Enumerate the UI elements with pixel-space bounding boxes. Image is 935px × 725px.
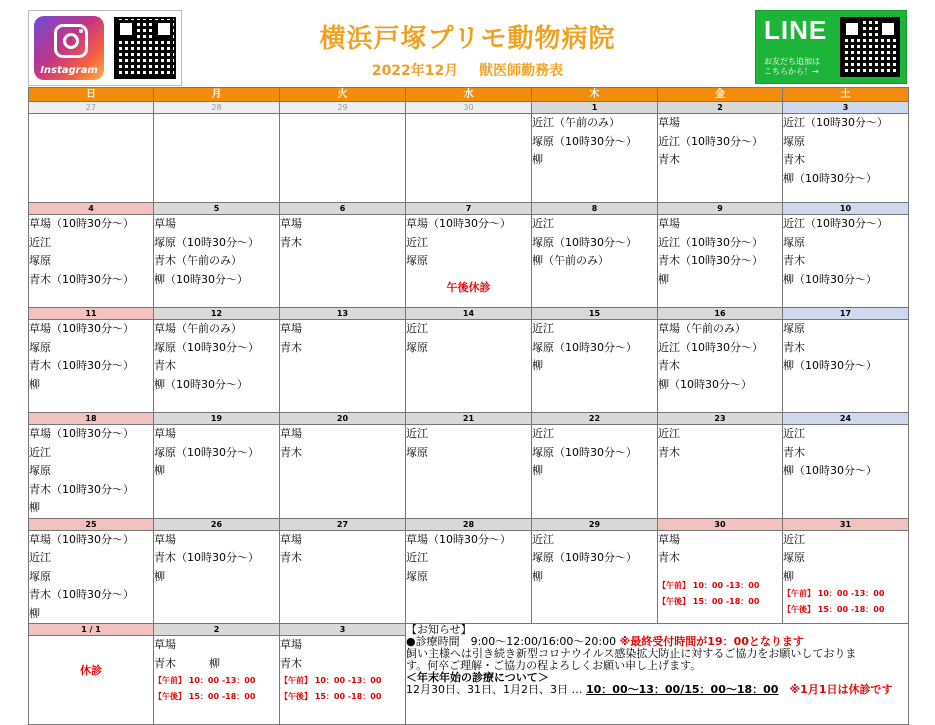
staff-entry: 青木 柳 <box>154 656 220 670</box>
weekday-mon: 月 <box>154 88 280 102</box>
staff-entry: 青木（10時30分～） <box>29 482 134 496</box>
notice-heading: 【お知らせ】 <box>406 623 472 636</box>
staff-entry: 近江 <box>532 427 554 440</box>
staff-entry: 草場 <box>280 532 302 546</box>
notice-hours-text: ●診療時間 9:00～12:00/16:00～20:00 <box>406 635 620 648</box>
hours-pm: 【午後】 15：00 -18：00 <box>280 692 382 701</box>
staff-entry: 柳（10時30分～） <box>154 272 248 286</box>
day-cell <box>783 215 909 308</box>
staff-entry: 草場 <box>280 217 302 230</box>
staff-entry: 近江 <box>532 532 554 546</box>
day-number: 2 <box>658 102 783 114</box>
staff-entry: 青木 <box>783 153 805 166</box>
staff-entry: 草場 <box>154 427 176 440</box>
day-number: 14 <box>406 308 532 320</box>
day-number: 19 <box>154 413 280 425</box>
staff-row <box>29 320 909 413</box>
day-cell <box>280 114 406 203</box>
day-number: 8 <box>532 203 658 215</box>
closed-label: 休診 <box>80 664 102 677</box>
day-number: 1 <box>532 102 658 114</box>
staff-entry: 近江 <box>783 532 805 546</box>
day-number: 22 <box>532 413 658 425</box>
day-number: 28 <box>406 518 532 530</box>
staff-entry: 近江（10時30分～） <box>783 116 888 129</box>
notice-body-1: 飼い主様へは引き続き新型コロナウイルス感染拡大防止に対するご協力をお願いしておりま <box>406 647 857 660</box>
day-cell <box>658 215 783 308</box>
day-cell <box>783 425 909 519</box>
hours-pm: 【午後】 15：00 -18：00 <box>783 605 885 614</box>
weekday-wed: 水 <box>406 88 532 102</box>
day-cell <box>280 320 406 413</box>
staff-entry: 近江 <box>658 427 680 440</box>
day-cell <box>783 320 909 413</box>
staff-entry: 柳 <box>532 569 543 583</box>
staff-entry: 塚原 <box>29 340 51 354</box>
day-cell <box>29 320 154 413</box>
staff-entry: 近江（午前のみ） <box>532 116 620 129</box>
day-cell <box>532 425 658 519</box>
instagram-icon <box>34 16 104 80</box>
yearend-dates: 12月30日、31日、1月2日、3日 … <box>406 683 586 696</box>
staff-entry: 草場（午前のみ） <box>658 322 746 335</box>
yearend-line <box>406 684 908 696</box>
staff-entry: 草場（10時30分～） <box>29 532 134 546</box>
staff-entry: 青木（10時30分～） <box>29 588 134 601</box>
notice-body-2: す。何卒ご理解・ご協力の程よろしくお願い申し上げます。 <box>406 659 702 672</box>
staff-entry: 草場（10時30分～） <box>29 427 134 440</box>
day-number: 20 <box>280 413 406 425</box>
staff-entry: 近江 <box>532 217 554 230</box>
page-title: 横浜戸塚プリモ動物病院 <box>319 24 616 54</box>
staff-entry: 草場 <box>154 532 176 546</box>
staff-entry: 塚原 <box>29 569 51 583</box>
day-number: 3 <box>783 102 909 114</box>
staff-entry: 柳 <box>154 464 165 477</box>
day-number: 7 <box>406 203 532 215</box>
day-cell <box>29 114 154 203</box>
staff-entry: 塚原（10時30分～） <box>154 235 259 249</box>
staff-entry: 草場 <box>280 322 302 335</box>
staff-entry: 塚原 <box>29 464 51 477</box>
staff-row <box>29 215 909 308</box>
staff-entry: 青木 <box>280 551 302 564</box>
day-cell <box>532 215 658 308</box>
yearend-hours: 10：00～13：00/15：00～18：00 <box>585 683 779 696</box>
line-sub-text-1: お友だち追加は <box>764 57 820 66</box>
day-cell <box>406 530 532 624</box>
staff-entry: 青木 <box>280 235 302 249</box>
staff-entry: 柳 <box>29 606 40 620</box>
day-number: 9 <box>658 203 783 215</box>
staff-entry: 草場（10時30分～） <box>406 217 511 230</box>
staff-entry: 塚原 <box>406 340 428 354</box>
staff-entry: 青木（午前のみ） <box>154 254 242 267</box>
day-cell <box>406 215 532 308</box>
staff-entry: 青木 <box>280 340 302 354</box>
staff-entry: 青木 <box>658 551 680 564</box>
day-number: 18 <box>29 413 154 425</box>
staff-entry: 草場 <box>658 116 680 129</box>
day-number: 30 <box>406 102 532 114</box>
staff-entry: 近江 <box>406 427 428 440</box>
day-number-row <box>29 413 909 425</box>
line-sub-text-2: こちらから！→ <box>764 67 819 76</box>
staff-entry: 青木 <box>783 445 805 459</box>
yearend-closed-note: ※1月1日は休診です <box>778 683 893 696</box>
staff-entry: 近江 <box>406 322 428 335</box>
day-cell-jan2 <box>154 636 280 725</box>
staff-entry: 塚原（10時30分～） <box>532 551 637 564</box>
staff-entry: 柳 <box>29 501 40 514</box>
day-cell <box>532 320 658 413</box>
day-number: 25 <box>29 518 154 530</box>
day-number: 2 <box>154 624 280 636</box>
day-number: 6 <box>280 203 406 215</box>
staff-row <box>29 530 909 624</box>
staff-entry: 柳 <box>783 569 794 583</box>
staff-entry: 塚原 <box>783 134 805 148</box>
staff-entry: 柳（10時30分～） <box>154 377 248 391</box>
staff-entry: 塚原 <box>783 551 805 564</box>
hours-pm: 【午後】 15：00 -18：00 <box>154 692 256 701</box>
staff-entry: 青木 <box>658 359 680 372</box>
day-cell <box>29 215 154 308</box>
day-cell <box>154 425 280 519</box>
day-cell <box>29 425 154 519</box>
staff-entry: 柳 <box>532 359 543 372</box>
day-number-row <box>29 102 909 114</box>
day-number: 24 <box>783 413 909 425</box>
staff-entry: 青木（10時30分～） <box>29 359 134 372</box>
staff-entry: 近江 <box>406 235 428 249</box>
day-cell <box>280 530 406 624</box>
staff-entry: 青木 <box>658 153 680 166</box>
staff-entry: 草場 <box>658 532 680 546</box>
day-number-row <box>29 624 909 636</box>
staff-entry: 青木 <box>280 445 302 459</box>
staff-entry: 近江 <box>406 551 428 564</box>
staff-entry: 柳 <box>532 464 543 477</box>
instagram-label: Instagram <box>40 65 98 76</box>
staff-entry: 草場（10時30分～） <box>406 532 511 546</box>
day-cell <box>280 215 406 308</box>
day-cell-jan1 <box>29 636 154 725</box>
staff-entry: 近江 <box>29 235 51 249</box>
staff-entry: 柳 <box>658 272 669 286</box>
weekday-header-row <box>29 88 909 102</box>
day-cell <box>154 530 280 624</box>
day-cell <box>658 114 783 203</box>
staff-entry: 柳 <box>532 153 543 166</box>
staff-entry: 草場 <box>154 217 176 230</box>
staff-entry: 青木（10時30分～） <box>154 551 259 564</box>
staff-entry: 青木 <box>783 254 805 267</box>
day-number: 21 <box>406 413 532 425</box>
staff-entry: 近江 <box>532 322 554 335</box>
staff-entry: 草場（10時30分～） <box>29 217 134 230</box>
staff-entry: 草場（午前のみ） <box>154 322 242 335</box>
weekday-tue: 火 <box>280 88 406 102</box>
day-cell <box>406 114 532 203</box>
day-number: 26 <box>154 518 280 530</box>
line-qr-code-icon[interactable] <box>840 17 900 77</box>
line-title: LINE <box>764 15 828 45</box>
day-number: 1 / 1 <box>29 624 154 636</box>
staff-entry: 近江 <box>29 551 51 564</box>
day-cell <box>29 530 154 624</box>
day-cell <box>658 320 783 413</box>
staff-entry: 近江（10時30分～） <box>783 217 888 230</box>
day-cell <box>154 215 280 308</box>
staff-entry: 草場 <box>280 638 302 651</box>
staff-entry: 草場 <box>154 638 176 651</box>
staff-entry: 近江 <box>29 445 51 459</box>
staff-entry: 青木 <box>280 656 302 670</box>
staff-entry: 青木 <box>154 359 176 372</box>
day-cell <box>658 425 783 519</box>
hours-am: 【午前】 10：00 -13：00 <box>280 676 382 685</box>
instagram-banner[interactable] <box>28 10 182 86</box>
hours-am: 【午前】 10：00 -13：00 <box>658 580 760 590</box>
day-cell <box>406 320 532 413</box>
staff-entry: 塚原（10時30分～） <box>532 134 637 148</box>
staff-entry: 塚原 <box>406 569 428 583</box>
staff-entry: 柳 <box>29 377 40 391</box>
day-number: 16 <box>658 308 783 320</box>
day-number: 30 <box>658 518 783 530</box>
day-cell <box>532 530 658 624</box>
staff-entry: 近江（10時30分～） <box>658 134 763 148</box>
staff-entry: 柳（10時30分～） <box>783 359 877 372</box>
staff-entry: 塚原 <box>406 254 428 267</box>
day-number: 27 <box>29 102 154 114</box>
day-number: 5 <box>154 203 280 215</box>
staff-row <box>29 114 909 203</box>
day-cell <box>154 320 280 413</box>
staff-row <box>29 425 909 519</box>
schedule-label: 獣医師勤務表 <box>479 63 564 79</box>
day-cell-jan3 <box>280 636 406 725</box>
day-number: 29 <box>280 102 406 114</box>
instagram-qr-code-icon[interactable] <box>114 17 176 79</box>
staff-entry: 塚原（10時30分～） <box>154 445 259 459</box>
staff-entry: 草場 <box>280 427 302 440</box>
staff-entry: 塚原（10時30分～） <box>532 445 637 459</box>
staff-entry: 柳（10時30分～） <box>658 377 752 391</box>
day-number: 27 <box>280 518 406 530</box>
day-number: 3 <box>280 624 406 636</box>
staff-entry: 塚原 <box>406 445 428 459</box>
hours-pm: 【午後】 15：00 -18：00 <box>658 596 760 606</box>
page-subtitle <box>200 60 735 80</box>
calendar-body <box>29 102 909 725</box>
hours-am: 【午前】 10：00 -13：00 <box>154 676 256 685</box>
staff-entry: 草場 <box>658 217 680 230</box>
day-number-row <box>29 518 909 530</box>
staff-entry: 柳（10時30分～） <box>783 272 877 286</box>
day-cell <box>280 425 406 519</box>
staff-entry: 柳（10時30分～） <box>783 171 877 185</box>
yearend-title: ＜年末年始の診療について＞ <box>406 671 549 684</box>
weekday-sat: 土 <box>783 88 909 102</box>
line-subtitle <box>764 57 820 77</box>
staff-entry: 塚原 <box>783 322 805 335</box>
day-number-row <box>29 308 909 320</box>
day-number: 31 <box>783 518 909 530</box>
staff-entry: 近江 <box>783 427 805 440</box>
day-cell <box>154 114 280 203</box>
staff-entry: 塚原（10時30分～） <box>532 340 637 354</box>
day-number: 10 <box>783 203 909 215</box>
afternoon-closed-label: 午後休診 <box>446 280 491 294</box>
day-number: 28 <box>154 102 280 114</box>
day-cell <box>532 114 658 203</box>
day-number: 4 <box>29 203 154 215</box>
day-cell <box>406 425 532 519</box>
staff-entry: 青木（10時30分～） <box>29 272 134 286</box>
line-banner[interactable] <box>755 10 907 84</box>
notice-hours-red: ※最終受付時間が19：00となります <box>619 635 804 648</box>
staff-entry: 柳 <box>154 569 165 583</box>
weekday-thu: 木 <box>532 88 658 102</box>
staff-entry: 柳（午前のみ） <box>532 254 609 267</box>
day-cell <box>658 530 783 624</box>
weekday-sun: 日 <box>29 88 154 102</box>
staff-entry: 塚原（10時30分～） <box>532 235 637 249</box>
staff-entry: 柳（10時30分～） <box>783 464 877 477</box>
hours-am: 【午前】 10：00 -13：00 <box>783 589 885 598</box>
day-number: 11 <box>29 308 154 320</box>
staff-entry: 青木 <box>658 445 680 459</box>
day-number: 17 <box>783 308 909 320</box>
day-number: 15 <box>532 308 658 320</box>
year-month: 2022年12月 <box>371 63 459 79</box>
notice-box <box>406 624 909 725</box>
staff-entry: 青木 <box>783 340 805 354</box>
day-cell <box>783 114 909 203</box>
day-number: 23 <box>658 413 783 425</box>
day-number: 29 <box>532 518 658 530</box>
staff-entry: 近江（10時30分～） <box>658 340 763 354</box>
staff-entry: 塚原（10時30分～） <box>154 340 259 354</box>
day-number: 12 <box>154 308 280 320</box>
day-number: 13 <box>280 308 406 320</box>
staff-entry: 草場（10時30分～） <box>29 322 134 335</box>
day-number-row <box>29 203 909 215</box>
schedule-calendar <box>28 87 909 725</box>
staff-entry: 塚原 <box>29 254 51 267</box>
staff-entry: 塚原 <box>783 235 805 249</box>
staff-entry: 近江（10時30分～） <box>658 235 763 249</box>
day-cell <box>783 530 909 624</box>
weekday-fri: 金 <box>658 88 783 102</box>
staff-entry: 青木（10時30分～） <box>658 254 763 267</box>
